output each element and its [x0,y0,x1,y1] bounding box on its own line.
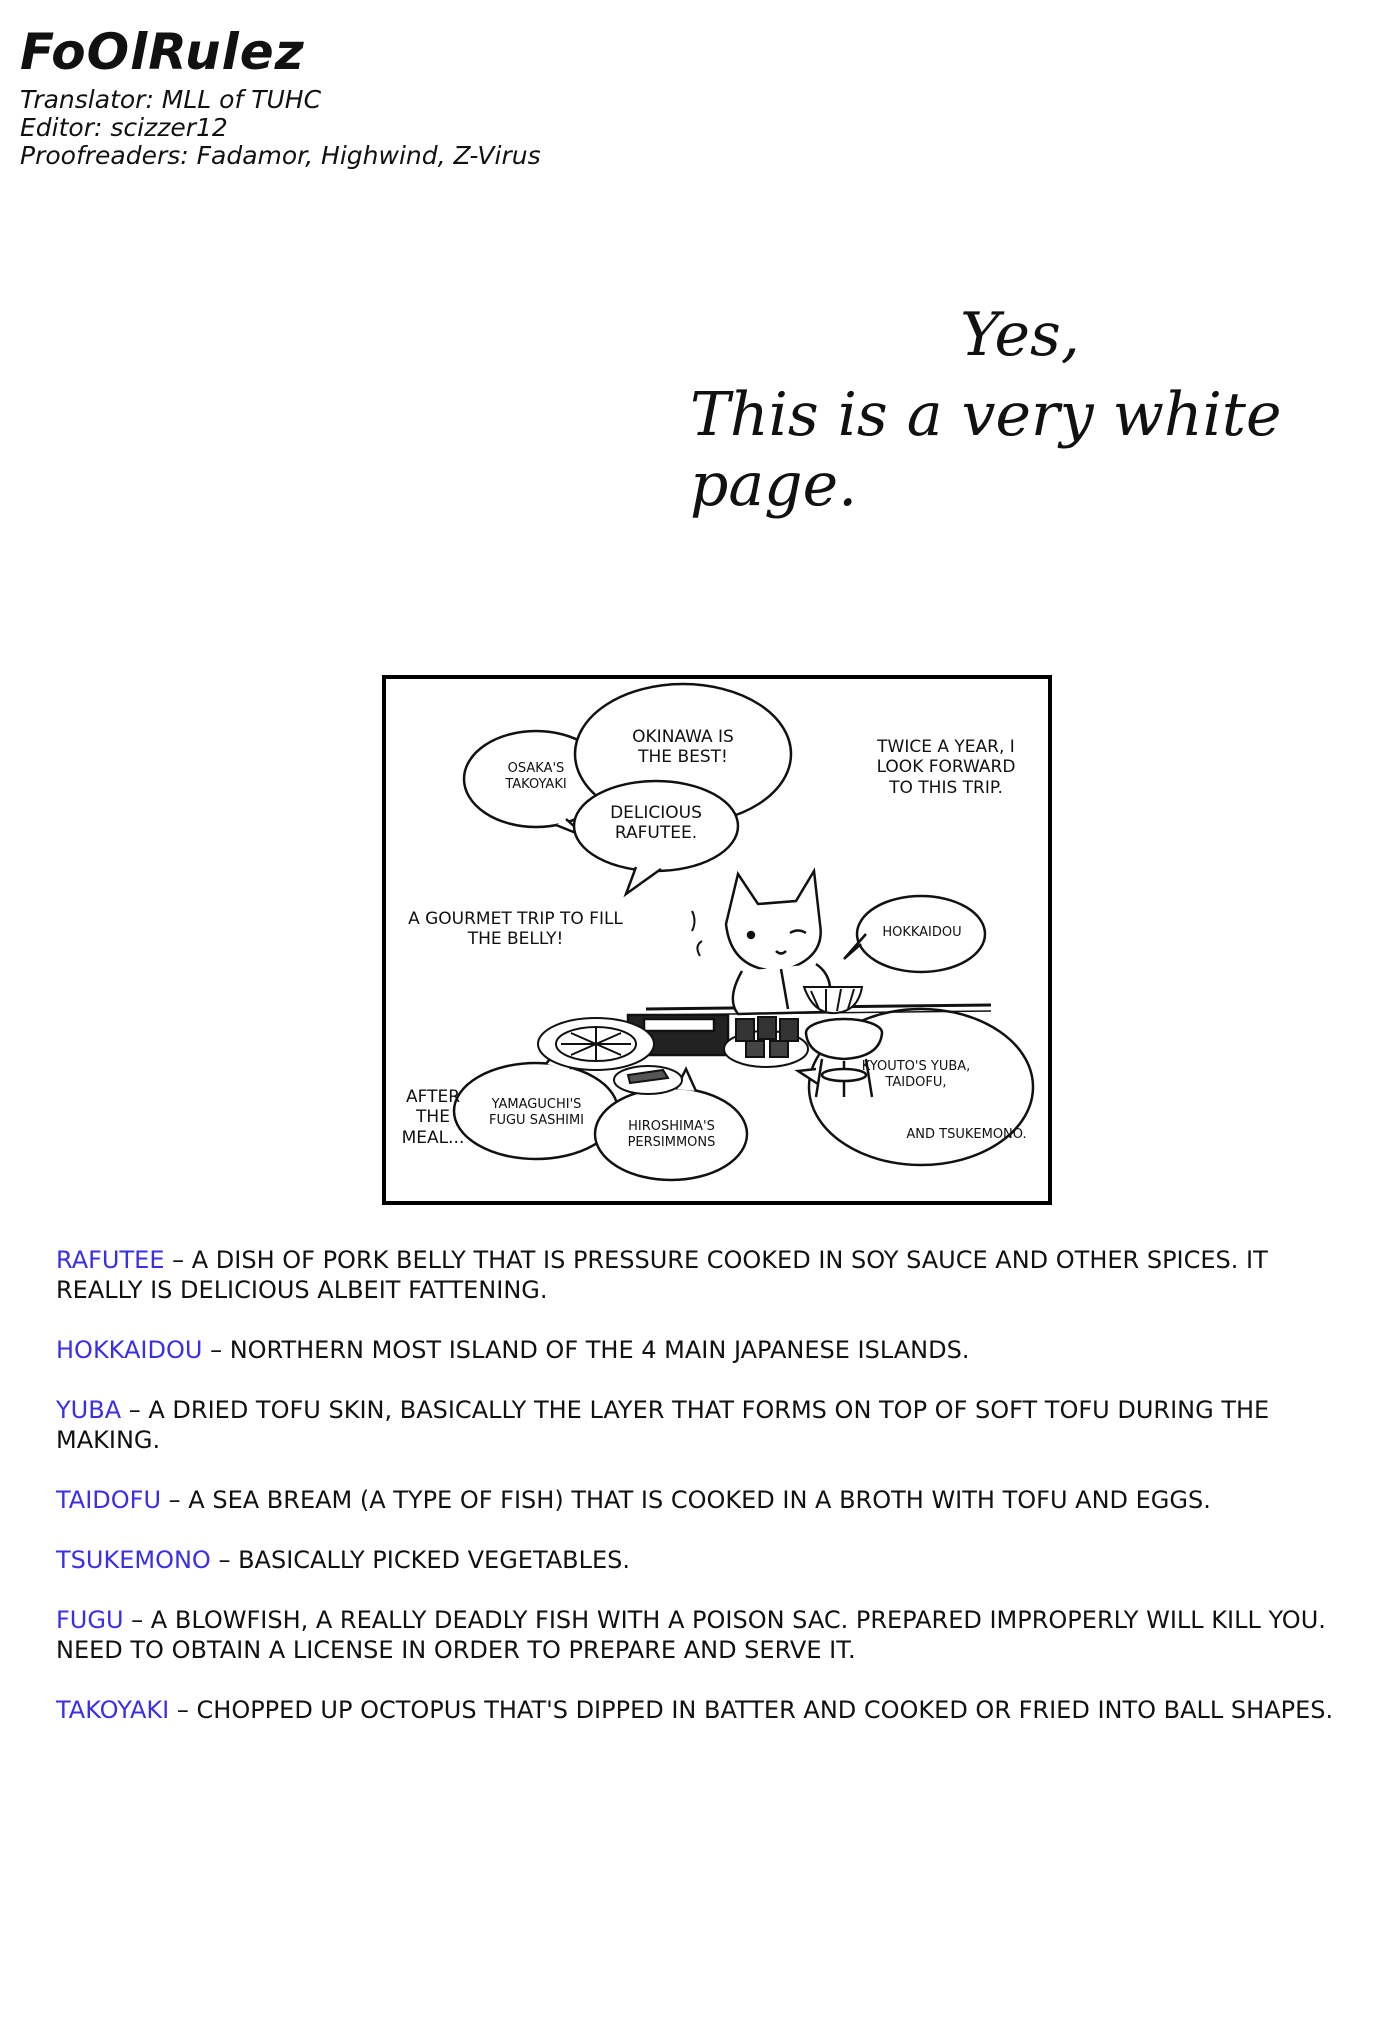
bubble-text-okinawa: OKINAWA IS THE BEST! [632,727,734,768]
glossary-definition: – A DRIED TOFU SKIN, BASICALLY THE LAYER THAT FORMS ON TOP OF SOFT TOFU DURING THE MAKING. [56,1396,1270,1454]
banner-line-2: This is a very white page. [690,380,1282,520]
bubble-text-hokkaidou: HOKKAIDOU [882,925,962,940]
fugu-plate [538,1018,654,1070]
glossary-term: TAKOYAKI [56,1696,170,1724]
glossary-term: HOKKAIDOU [56,1336,203,1364]
sweat-lines [692,911,702,956]
bubble-tail-rafutee [626,867,661,894]
scanlation-group-title: FoOlRulez [20,23,305,81]
glossary-term: YUBA [56,1396,122,1424]
glossary-term: TAIDOFU [56,1486,162,1514]
glossary-term: TSUKEMONO [56,1546,211,1574]
glossary-entry [56,1485,1356,1515]
glossary-definition: – BASICALLY PICKED VEGETABLES. [210,1546,631,1574]
bubble-text-kyouto: KYOUTO'S YUBA, TAIDOFU, [861,1059,971,1090]
bubble-text-twice: TWICE A YEAR, I LOOK FORWARD TO THIS TRIP. [876,737,1016,798]
bubble-text-after: AFTER THE MEAL... [401,1087,465,1148]
bubble-text-osaka: OSAKA'S TAKOYAKI [505,761,567,792]
translator-credit: Translator: MLL of TUHC [20,84,322,114]
persimmon-plate [614,1066,682,1094]
bubble-text-rafutee: DELICIOUS RAFUTEE. [610,803,702,844]
proofreaders-credit: Proofreaders: Fadamor, Highwind, Z-Virus [20,141,541,170]
bubble-text-yamaguchi: YAMAGUCHI'S FUGU SASHIMI [488,1097,584,1128]
glossary-entry [56,1245,1356,1305]
white-page-banner [690,300,1290,520]
glossary-definition: – CHOPPED UP OCTOPUS THAT'S DIPPED IN BATTER AND COOKED OR FRIED INTO BALL SHAPES. [169,1696,1334,1724]
bubble-text-hiroshima: HIROSHIMA'S PERSIMMONS [627,1119,716,1150]
bubble-text-gourmet: A GOURMET TRIP TO FILL THE BELLY! [408,909,623,950]
credits-block [20,23,541,171]
glossary-definition: – A DISH OF PORK BELLY THAT IS PRESSURE COOKED IN SOY SAUCE AND OTHER SPICES. IT REALLY IS DELICIOUS ALBEIT FATTENING. [56,1246,1268,1304]
glossary-definition: – A BLOWFISH, A REALLY DEADLY FISH WITH A POISON SAC. PREPARED IMPROPERLY WILL KILL YOU. NEED TO OBTAIN A LICENSE IN ORDER TO PREPARE AND SERVE IT. [56,1606,1326,1664]
glossary-entry [56,1335,1356,1365]
glossary-term: FUGU [56,1606,124,1634]
glossary-entry [56,1395,1356,1455]
glossary-entry [56,1695,1356,1725]
banner-line-1: Yes, [960,300,1080,370]
glossary-term: RAFUTEE [56,1246,165,1274]
manga-panel [382,675,1052,1205]
bubble-text-tsukemono: AND TSUKEMONO. [906,1127,1027,1142]
glossary-entry [56,1605,1356,1665]
editor-credit: Editor: scizzer12 [20,112,228,142]
glossary-definition: – NORTHERN MOST ISLAND OF THE 4 MAIN JAPANESE ISLANDS. [202,1336,970,1364]
glossary [56,1245,1356,1755]
sushi-plate [724,1017,808,1067]
glossary-entry [56,1545,1356,1575]
glossary-definition: – A SEA BREAM (A TYPE OF FISH) THAT IS COOKED IN A BROTH WITH TOFU AND EGGS. [161,1486,1211,1514]
